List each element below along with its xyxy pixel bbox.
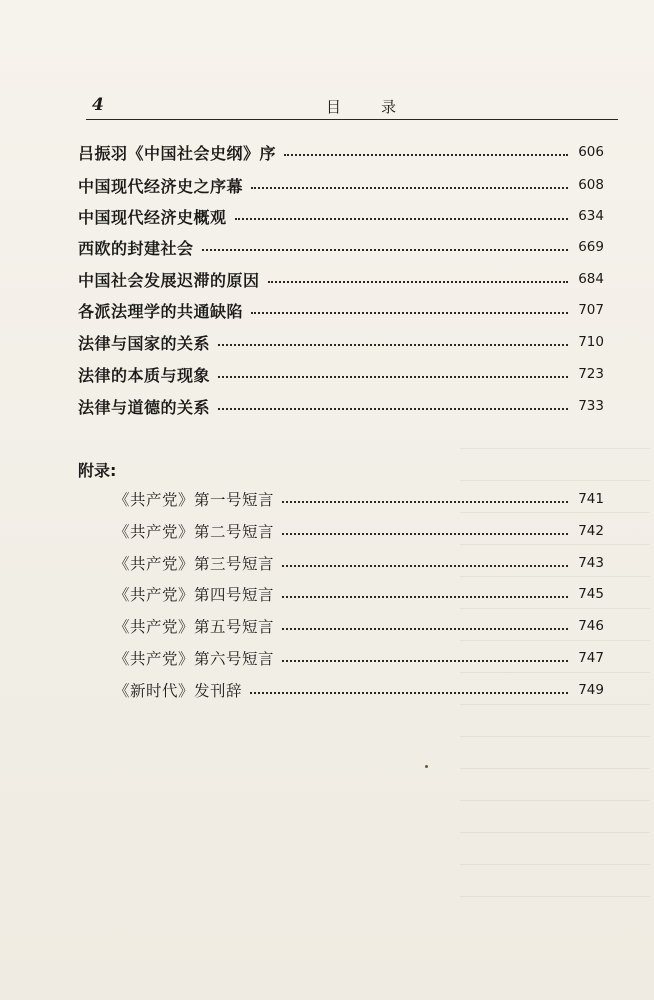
appendix-entry-title: 《新时代》发刊辞: [114, 682, 243, 700]
appendix-entry-page: 749: [578, 682, 604, 698]
toc-entry[interactable]: [78, 329, 604, 355]
dot-leader: [202, 249, 568, 251]
dot-leader: [282, 565, 568, 567]
appendix-entry[interactable]: [114, 645, 604, 671]
toc-entry-title: 中国现代经济史之序幕: [78, 176, 244, 196]
toc-entry-title: 法律与国家的关系: [78, 333, 211, 353]
toc-entry[interactable]: [78, 172, 604, 198]
toc-entry-title: 西欧的封建社会: [78, 238, 194, 258]
appendix-entry-title: 《共产党》第四号短言: [114, 586, 275, 604]
dot-leader: [218, 344, 568, 346]
appendix-entry-page: 742: [578, 523, 604, 539]
dot-leader: [282, 533, 568, 535]
toc-entry-title: 各派法理学的共通缺陷: [78, 301, 244, 321]
toc-entry-title: 吕振羽《中国社会史纲》序: [78, 143, 277, 163]
toc-entry-page: 707: [578, 302, 604, 318]
appendix-entry-title: 《共产党》第一号短言: [114, 491, 275, 509]
toc-entry-page: 733: [578, 398, 604, 414]
page-number: 4: [92, 95, 104, 115]
dot-leader: [250, 692, 568, 694]
dot-leader: [251, 312, 568, 314]
dot-leader: [251, 187, 568, 189]
toc-entry-page: 608: [578, 177, 604, 193]
dot-leader: [282, 628, 568, 630]
toc-entry-page: 634: [578, 208, 604, 224]
appendix-entry[interactable]: [114, 677, 604, 703]
appendix-entry[interactable]: [114, 581, 604, 607]
toc-entry-title: 法律与道德的关系: [78, 397, 211, 417]
toc-entry-page: 669: [578, 239, 604, 255]
appendix-entry-page: 741: [578, 491, 604, 507]
toc-entry[interactable]: [78, 361, 604, 387]
appendix-entry[interactable]: [114, 613, 604, 639]
appendix-entry-page: 746: [578, 618, 604, 634]
dot-leader: [268, 281, 568, 283]
dot-leader: [282, 501, 568, 503]
dot-leader: [218, 408, 568, 410]
toc-entry-title: 中国现代经济史概观: [78, 207, 227, 227]
toc-entry[interactable]: [78, 203, 604, 229]
dot-leader: [284, 154, 568, 156]
appendix-entry[interactable]: [114, 486, 604, 512]
appendix-entry-title: 《共产党》第三号短言: [114, 555, 275, 573]
dot-leader: [282, 660, 568, 662]
toc-entry-title: 法律的本质与现象: [78, 365, 211, 385]
appendix-entry-title: 《共产党》第五号短言: [114, 618, 275, 636]
appendix-entry-page: 743: [578, 555, 604, 571]
toc-entry[interactable]: [78, 139, 604, 165]
appendix-entry-title: 《共产党》第六号短言: [114, 650, 275, 668]
appendix-entry-page: 747: [578, 650, 604, 666]
toc-entry[interactable]: [78, 234, 604, 260]
toc-entry-page: 723: [578, 366, 604, 382]
paper-speck: [425, 765, 428, 768]
dot-leader: [235, 218, 568, 220]
page-header: [86, 93, 618, 120]
running-title: 目录: [326, 98, 437, 116]
toc-entry[interactable]: [78, 266, 604, 292]
toc-entry[interactable]: [78, 297, 604, 323]
appendix-entry[interactable]: [114, 518, 604, 544]
toc-entry-page: 606: [578, 144, 604, 160]
dot-leader: [282, 596, 568, 598]
appendix-entry-page: 745: [578, 586, 604, 602]
appendix-heading: 附录:: [78, 461, 117, 480]
toc-entry-page: 684: [578, 271, 604, 287]
toc-entry-page: 710: [578, 334, 604, 350]
toc-entry-title: 中国社会发展迟滞的原因: [78, 270, 260, 290]
dot-leader: [218, 376, 568, 378]
appendix-entry-title: 《共产党》第二号短言: [114, 523, 275, 541]
appendix-entry[interactable]: [114, 550, 604, 576]
toc-entry[interactable]: [78, 393, 604, 419]
